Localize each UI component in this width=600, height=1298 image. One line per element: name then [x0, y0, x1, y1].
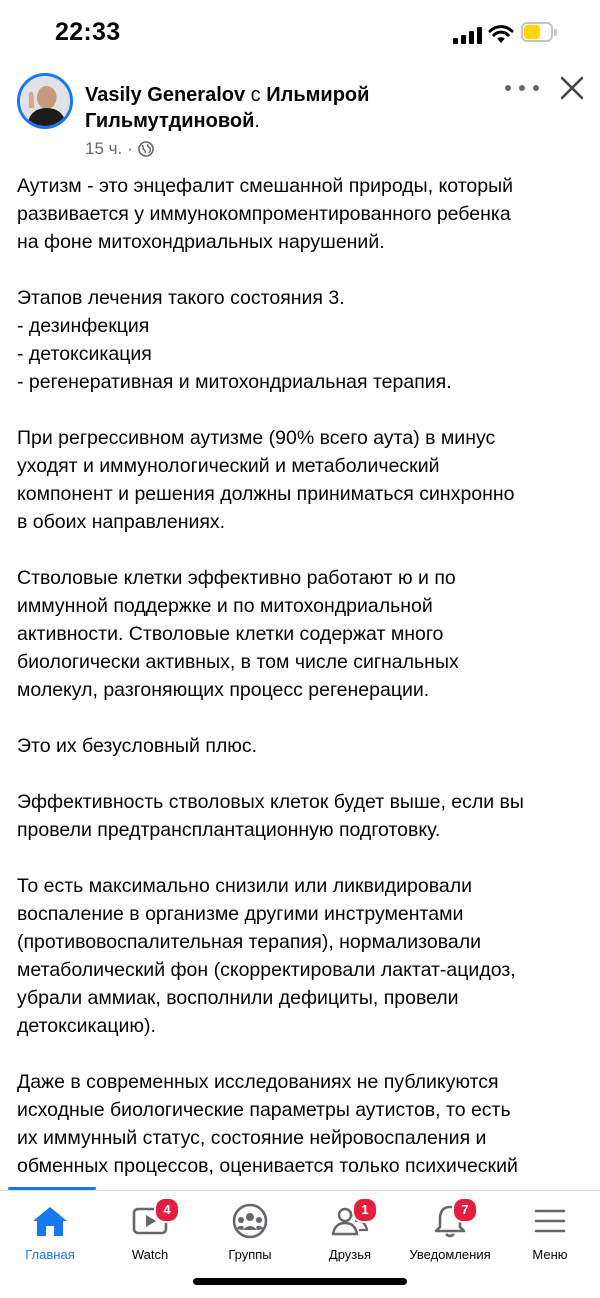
nav-home[interactable] [0, 1191, 100, 1271]
tagged-person[interactable]: Ильмирой Гильмутдиновой [85, 84, 370, 132]
home-icon [30, 1203, 70, 1239]
post-paragraph: При регрессивном аутизме (90% всего аута) в минус уходят и иммунологический и метаболический компонент и решения должны приниматься синхронно в обоих направлениях. [17, 427, 515, 533]
nav-menu[interactable] [500, 1191, 600, 1271]
nav-label: Группы [228, 1247, 272, 1262]
close-button[interactable] [558, 74, 586, 102]
dot [505, 85, 511, 91]
meta-separator: · [127, 139, 133, 158]
post-paragraph: Стволовые клетки эффективно работают ю и по иммунной поддержке и по митохондриальной активности. Стволовые клетки содержат много биологически активных, в том числе сигнальных молекул, разгоняющих процесс регенерации. [17, 567, 459, 701]
home-indicator[interactable] [193, 1278, 407, 1285]
nav-label: Уведомления [409, 1247, 491, 1262]
post-paragraph: Этапов лечения такого состояния 3. - дезинфекция - детоксикация - регенеративная и митохондриальная терапия. [17, 287, 452, 393]
dot [519, 85, 525, 91]
post-time[interactable]: 15 ч. [85, 139, 123, 158]
more-options-button[interactable] [505, 78, 539, 98]
status-time: 22:33 [55, 18, 121, 46]
globe-icon [138, 141, 154, 157]
nav-friends[interactable] [300, 1191, 400, 1271]
notification-badge: 1 [352, 1197, 378, 1223]
author-name[interactable]: Vasily Generalov [85, 84, 246, 106]
battery-icon [521, 22, 559, 44]
close-icon [558, 74, 586, 102]
post-paragraph: Это их безусловный плюс. [17, 735, 258, 757]
menu-icon [530, 1203, 570, 1239]
nav-label: Друзья [328, 1247, 372, 1262]
bell-icon [430, 1203, 470, 1239]
friends-icon [330, 1203, 370, 1239]
notification-badge: 7 [452, 1197, 478, 1223]
post-paragraph: Эффективность стволовых клеток будет выше, если вы провели предтрансплантационную подготовку. [17, 791, 524, 841]
nav-notifications[interactable] [400, 1191, 500, 1271]
with-word: с [250, 84, 261, 106]
post-meta [85, 139, 154, 159]
tagged-suffix: . [254, 110, 260, 132]
post-paragraph: Даже в современных исследованиях не публикуются исходные биологические параметры аутистов, то есть их иммунный статус, состояние нейровоспаления и обменных процессов, оценивается только психический [17, 1071, 518, 1177]
dot [533, 85, 539, 91]
wifi-icon [488, 24, 514, 44]
avatar[interactable] [17, 73, 73, 129]
nav-label: Главная [25, 1247, 75, 1262]
nav-groups[interactable] [200, 1191, 300, 1271]
post-author-line [85, 82, 485, 134]
nav-label: Watch [131, 1247, 169, 1262]
nav-label: Меню [532, 1247, 568, 1262]
status-bar [0, 0, 600, 68]
post-paragraph: То есть максимально снизили или ликвидировали воспаление в организме другими инструментами (противовоспалительная терапия), нормализовали метаболический фон (скорректировали лактат-ацидоз, убрали аммиак, восполнили дефициты, провели детоксикацию). [17, 875, 516, 1037]
nav-watch[interactable] [100, 1191, 200, 1271]
groups-icon [230, 1203, 270, 1239]
signal-icon [453, 26, 483, 44]
post-text [17, 172, 587, 1180]
watch-icon [130, 1203, 170, 1239]
post-paragraph: Аутизм - это энцефалит смешанной природы, который развивается у иммунокомпроментированного ребенка на фоне митохондриальных нарушений. [17, 175, 514, 253]
notification-badge: 4 [154, 1197, 180, 1223]
